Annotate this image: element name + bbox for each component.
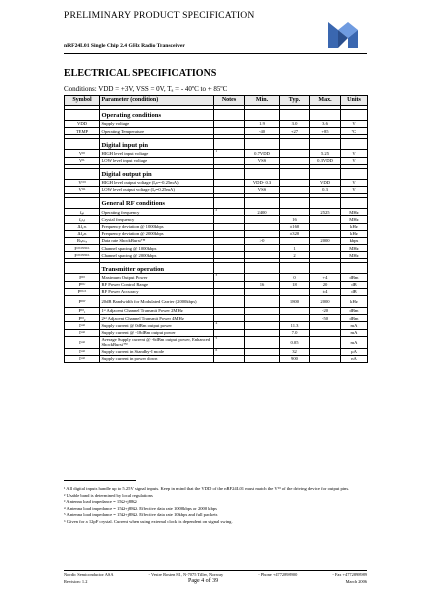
logo-shape-left [328,22,338,48]
cell-note [214,355,245,362]
footer-fax: - Fax +4772898989 [332,572,367,577]
cell-max: +85 [310,128,341,135]
cell-typ [280,315,310,322]
cell-min [245,223,280,230]
table-row [65,186,368,193]
cell-max: ±4 [310,288,341,295]
cell-typ [280,308,310,315]
cell-unit: kHz [341,296,368,308]
cell-symbol: fₒₚ [65,209,100,216]
cell-parameter: RF Power Accuracy [100,288,214,295]
cell-typ: 1800 [280,296,310,308]
cell-typ: 0.05 [280,336,310,348]
table-row [65,223,368,230]
cell-max: 5.25 [310,150,341,157]
table-row [65,237,368,244]
cell-typ: ±160 [280,223,310,230]
footer-address: - Vestre Rosten 81, N-7075 Tiller, Norway [148,572,224,577]
cell-note [214,186,245,193]
cell-note [214,245,245,252]
table-row [65,288,368,295]
table-row [65,329,368,336]
cell-min [245,355,280,362]
footer-contact [64,572,367,577]
cell-typ: 2 [280,252,310,259]
cell-note [214,315,245,322]
table-row [65,308,368,315]
cell-typ: 900 [280,355,310,362]
table-header-row [65,96,368,106]
cell-symbol: fₓₜₐₗ [65,216,100,223]
cell-typ: ±320 [280,230,310,237]
cell-unit: V [341,179,368,186]
footer-phone: - Phone +4772898900 [258,572,298,577]
table-row [65,157,368,164]
cell-parameter: HIGH level output voltage (Iₒₕ=-0.25mA) [100,179,214,186]
footer-page-number: Page 4 of 39 [188,578,219,584]
cell-min: 16 [245,281,280,288]
footer-revision: Revision: 1.2 [64,579,88,584]
cell-min [245,322,280,329]
cell-note [214,216,245,223]
cell-parameter: Frequency deviation @ 2000kbps [100,230,214,237]
cell-parameter: Supply current @ 0dBm output power [100,322,214,329]
cell-unit: MHz [341,245,368,252]
cell-unit: kbps [341,237,368,244]
footnote-5: ⁵ Antenna load impedance = 15Ω+j88Ω. Effective data rate 10kbps and full packets [64,512,218,518]
cell-max [310,223,341,230]
cell-symbol: TEMP [65,128,100,135]
table-row [65,315,368,322]
cell-max: 0.3 [310,186,341,193]
cell-max [310,329,341,336]
cell-symbol: Δf₁ₘ [65,223,100,230]
cell-typ: 1 [280,245,310,252]
cell-symbol: Iᵛᵈᵈ [65,348,100,355]
col-header-min: Min. [245,96,280,106]
cell-max [310,355,341,362]
cell-parameter: 1ˢᵗ Adjacent Channel Transmit Power 2MHz [100,308,214,315]
footnote-divider [64,480,136,481]
cell-note: 1 [214,150,245,157]
group-title-row [65,139,368,150]
electrical-spec-table [64,95,368,363]
cell-parameter: LOW level output voltage (Iₒₗ=0.25mA) [100,186,214,193]
cell-note [214,296,245,308]
table-row [65,252,368,259]
cell-parameter: 20dB Bandwidth for Modulated Carrier (2000kbps) [100,296,214,308]
cell-note [214,179,245,186]
cell-symbol: VDD [65,121,100,128]
cell-typ: 16 [280,216,310,223]
cell-unit: µA [341,348,368,355]
cell-symbol: Pᴿᶠᶜ [65,281,100,288]
cell-parameter: Supply current in power down [100,355,214,362]
cell-typ: 3.0 [280,121,310,128]
cell-min: 1.9 [245,121,280,128]
cell-min [245,336,280,348]
cell-max: -20 [310,308,341,315]
cell-min [245,274,280,281]
cell-min [245,348,280,355]
cell-note [214,157,245,164]
cell-unit: V [341,121,368,128]
cell-parameter: Supply current @ -18dBm output power [100,329,214,336]
cell-symbol: Vᴵᴴ [65,150,100,157]
cell-note [214,121,245,128]
cell-max: 2525 [310,209,341,216]
cell-symbol: Iᵛᵈᵈ [65,322,100,329]
footer-company: Nordic Semiconductor ASA [64,572,114,577]
cell-max [310,230,341,237]
col-header-units: Units [341,96,368,106]
footnote-6: ⁶ Given for a 12pF crystal. Current when using external clock is dependent on signal swing. [64,518,233,524]
cell-unit: dB [341,281,368,288]
cell-symbol: Vᴵᴸ [65,157,100,164]
header-divider [64,53,367,54]
table-row [65,209,368,216]
cell-symbol: Rₗₑₕₛₓ [65,237,100,244]
cell-min: >0 [245,237,280,244]
table-row [65,121,368,128]
footnote-3: ³ Antenna load impedance = 15Ω+j88Ω [64,499,137,505]
table-row [65,322,368,329]
cell-typ [280,179,310,186]
cell-symbol: Δf₂ₘ [65,230,100,237]
cell-max: +4 [310,274,341,281]
col-header-notes: Notes [214,96,245,106]
cell-typ: 18 [280,281,310,288]
cell-typ: +27 [280,128,310,135]
cell-note [214,308,245,315]
cell-max [310,322,341,329]
cell-max [310,245,341,252]
cell-typ [280,237,310,244]
footer-divider [64,570,367,571]
cell-symbol: Pᴿᶠ₁ [65,308,100,315]
footnote-2: ² Usable band is determined by local regulations [64,492,153,498]
cell-min: VSS [245,186,280,193]
cell-min: 2400 [245,209,280,216]
cell-typ [280,186,310,193]
table-row [65,230,368,237]
table-row [65,274,368,281]
cell-parameter: LOW level input voltage [100,157,214,164]
cell-parameter: Maximum Output Power [100,274,214,281]
footer-meta [64,579,367,584]
cell-unit: dBm [341,315,368,322]
cell-note [214,329,245,336]
cell-typ [280,288,310,295]
cell-parameter: Supply voltage [100,121,214,128]
cell-max: 3.6 [310,121,341,128]
cell-unit: nA [341,355,368,362]
cell-min [245,296,280,308]
cell-parameter: Operating frequency [100,209,214,216]
cell-note [214,223,245,230]
cell-typ [280,209,310,216]
cell-note [214,230,245,237]
cell-min [245,245,280,252]
cell-min [245,216,280,223]
cell-max: 0.3VDD [310,157,341,164]
cell-max: 2000 [310,237,341,244]
cell-max [310,252,341,259]
cell-max: VDD [310,179,341,186]
group-title: Digital input pin [100,139,214,150]
cell-parameter: 2ⁿᵈ Adjacent Channel Transmit Power 4MHz [100,315,214,322]
cell-typ: 7.0 [280,329,310,336]
cell-note: 3 [214,274,245,281]
footer-date: March 2006 [345,579,367,584]
group-title: Transmitter operation [100,263,214,274]
cell-symbol: Pᴿᶠ₂ [65,315,100,322]
footnotes [64,486,368,526]
cell-unit: V [341,186,368,193]
table-body [65,106,368,363]
cell-parameter: Operating Temperature [100,128,214,135]
footnote-1: ¹ All digital inputs handle up to 5.25V signal inputs. Keep in mind that the VDD of the nRF24L01 must match the Vᴵᴴ of the driving device for output pins. [64,486,350,491]
cell-min [245,252,280,259]
cell-unit: mA [341,329,368,336]
cell-note [214,281,245,288]
cell-unit: dB [341,288,368,295]
group-title: Digital output pin [100,168,214,179]
section-title: ELECTRICAL SPECIFICATIONS [64,68,217,79]
table-row [65,348,368,355]
group-title-row [65,263,368,274]
cell-min: VDD- 0.3 [245,179,280,186]
cell-typ: 11.3 [280,322,310,329]
cell-note [214,252,245,259]
table-row [65,128,368,135]
cell-parameter: Supply current in Standby-I mode [100,348,214,355]
conditions-line: Conditions: VDD = +3V, VSS = 0V, Tₐ = - 40ºC to + 85ºC [64,85,228,93]
cell-max: 2000 [310,296,341,308]
cell-parameter: Frequency deviation @ 1000kbps [100,223,214,230]
cell-symbol: Iᵛᵈᵈ [65,355,100,362]
cell-unit: MHz [341,209,368,216]
cell-typ [280,150,310,157]
group-title-row [65,110,368,121]
cell-min [245,308,280,315]
cell-parameter: HIGH level input voltage [100,150,214,157]
cell-note: 4 [214,322,245,329]
group-title-row [65,168,368,179]
col-header-max: Max. [310,96,341,106]
cell-parameter: Average Supply current @ -6dBm output power, Enhanced ShockBurst™ [100,336,214,348]
cell-symbol: Fᶜᴴᴬᴺᴺᴱᴸ [65,245,100,252]
table-row [65,150,368,157]
cell-unit: ºC [341,128,368,135]
cell-note [214,288,245,295]
group-title: Operating conditions [100,110,214,121]
cell-unit: kHz [341,230,368,237]
cell-max: -50 [310,315,341,322]
table-row [65,336,368,348]
footnote-4: ⁴ Antenna load impedance = 15Ω+j88Ω. Effective data rate 1000kbps or 2000 kbps [64,505,217,511]
header-subtitle: nRF24L01 Single Chip 2.4 GHz Radio Transceiver [64,43,185,49]
table-row [65,216,368,223]
cell-typ: 32 [280,348,310,355]
table-row [65,245,368,252]
cell-note [214,237,245,244]
cell-symbol: Pᴮᵂ [65,296,100,308]
cell-unit: V [341,150,368,157]
cell-symbol: Vᴼᴸ [65,186,100,193]
cell-min [245,315,280,322]
group-title-row [65,198,368,209]
header-title: PRELIMINARY PRODUCT SPECIFICATION [64,10,255,21]
cell-symbol: Fᶜᴴᴬᴺᴺᴱᴸ [65,252,100,259]
cell-symbol: Pᴿᶠ [65,274,100,281]
cell-max: 20 [310,281,341,288]
cell-unit: MHz [341,216,368,223]
cell-max [310,336,341,348]
cell-typ [280,157,310,164]
table-row [65,179,368,186]
cell-symbol: Vᴼᴴ [65,179,100,186]
cell-parameter: RF Power Control Range [100,281,214,288]
cell-unit: MHz [341,252,368,259]
cell-note: 5 [214,336,245,348]
cell-min [245,288,280,295]
cell-unit: mA [341,322,368,329]
cell-note: 2 [214,209,245,216]
cell-parameter: Channel spacing @ 2000kbps [100,252,214,259]
cell-parameter: Crystal frequency [100,216,214,223]
cell-symbol: Iᵛᵈᵈ [65,336,100,348]
cell-min: -40 [245,128,280,135]
col-header-symbol: Symbol [65,96,100,106]
cell-unit: kHz [341,223,368,230]
col-header-parameter: Parameter (condition) [100,96,214,106]
table-row [65,281,368,288]
group-title: General RF conditions [100,198,214,209]
cell-unit: V [341,157,368,164]
cell-min [245,230,280,237]
cell-typ: 0 [280,274,310,281]
cell-min: 0.7VDD [245,150,280,157]
cell-symbol: Iᵛᵈᵈ [65,329,100,336]
cell-unit: dBm [341,274,368,281]
col-header-typ: Typ. [280,96,310,106]
table-row [65,296,368,308]
cell-min [245,329,280,336]
cell-unit: dBm [341,308,368,315]
nordic-logo-icon [316,18,366,50]
cell-unit: mA [341,336,368,348]
cell-parameter: Data rate ShockBurst™ [100,237,214,244]
cell-note: 6 [214,348,245,355]
cell-note [214,128,245,135]
cell-parameter: Channel spacing @ 1000kbps [100,245,214,252]
cell-max [310,216,341,223]
table-row [65,355,368,362]
cell-max [310,348,341,355]
cell-symbol: Pᴿᶠᶜᴬ [65,288,100,295]
cell-min: VSS [245,157,280,164]
